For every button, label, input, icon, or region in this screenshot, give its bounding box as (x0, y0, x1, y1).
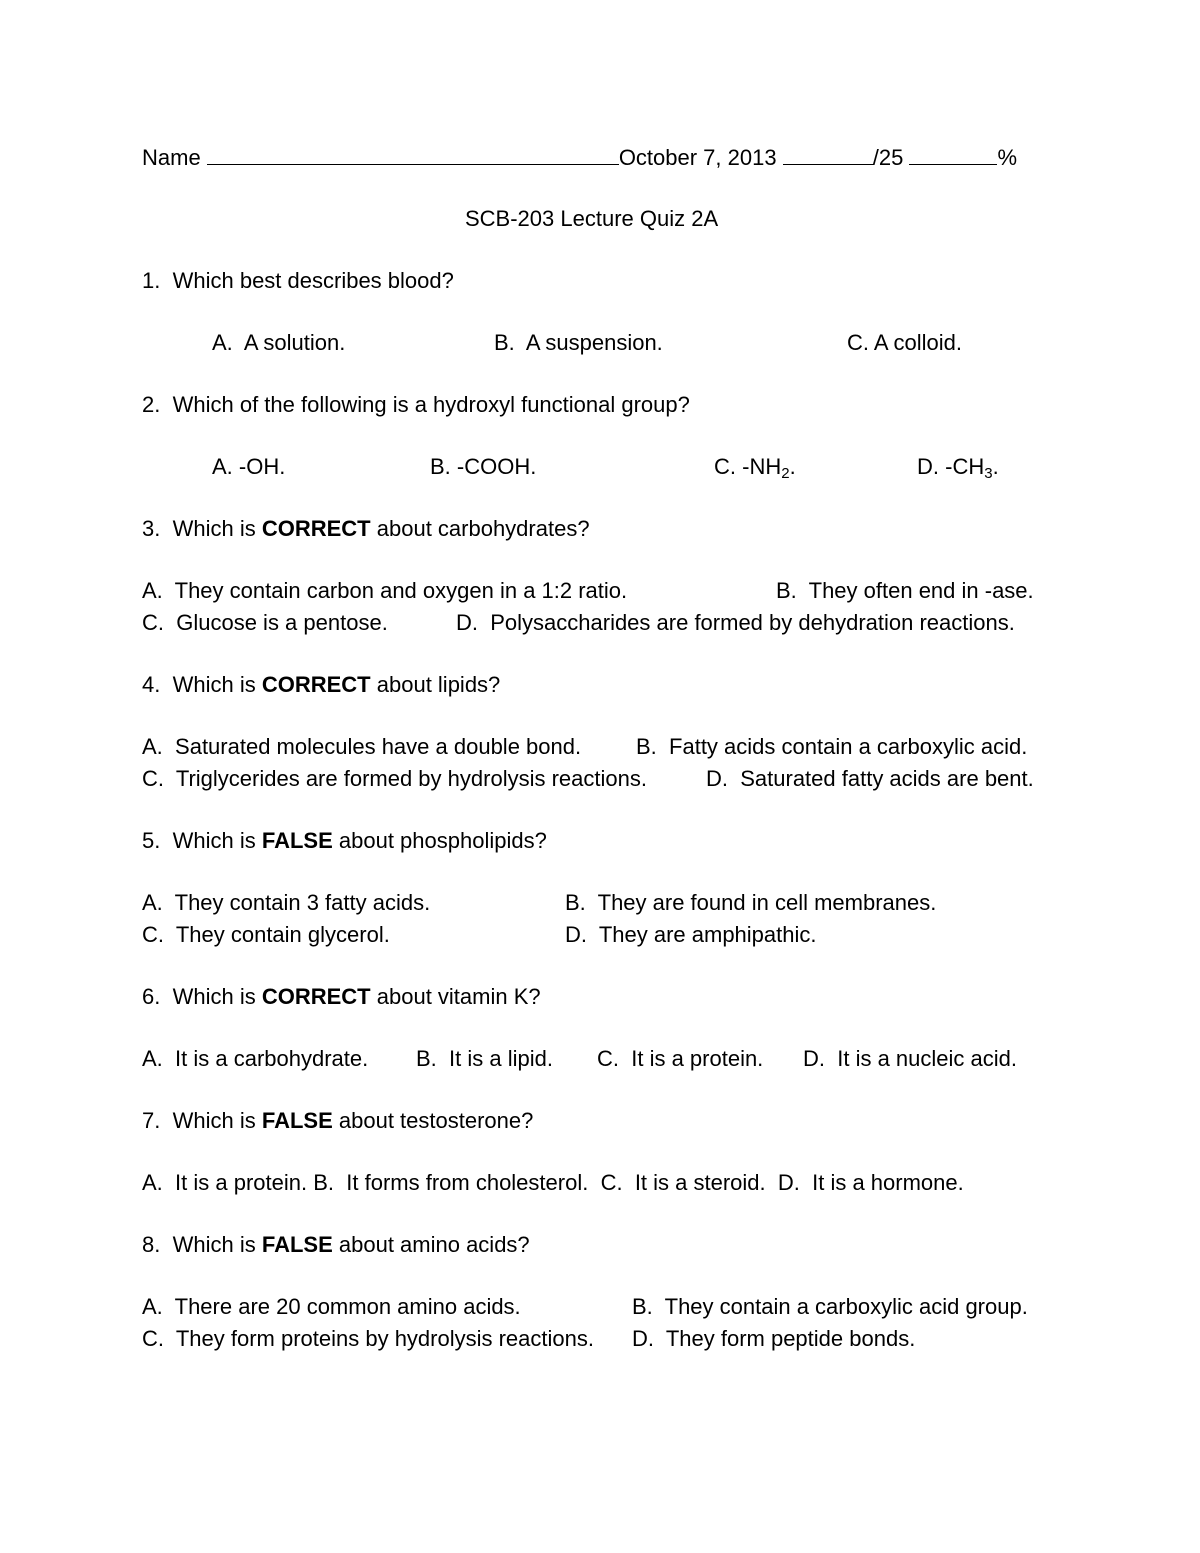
q8-option-d: D. They form peptide bonds. (632, 1326, 916, 1351)
q6-option-a: A. It is a carbohydrate. (142, 1046, 369, 1071)
question-text: Which best describes blood? (172, 268, 454, 293)
q6-option-c: C. It is a protein. (597, 1046, 764, 1071)
q2-option-b: B. -COOH. (430, 454, 537, 479)
question-8: 8. Which is FALSE about amino acids? (142, 1232, 530, 1257)
q6-option-b: B. It is a lipid. (416, 1046, 553, 1071)
question-6: 6. Which is CORRECT about vitamin K? (142, 984, 541, 1009)
score-total: /25 (872, 145, 904, 170)
q5-option-c: C. They contain glycerol. (142, 922, 390, 947)
question-number: 2. (142, 392, 161, 417)
question-4: 4. Which is CORRECT about lipids? (142, 672, 501, 697)
q3-option-c: C. Glucose is a pentose. (142, 610, 388, 635)
q2-option-c: C. $-NH_2$. (714, 454, 796, 482)
question-3: 3. Which is CORRECT about carbohydrates? (142, 516, 590, 541)
q8-option-c: C. They form proteins by hydrolysis reactions. (142, 1326, 594, 1351)
question-7: 7. Which is FALSE about testosterone? (142, 1108, 534, 1133)
q1-option-b: B. A suspension. (494, 330, 663, 355)
q7-option-d: D. It is a hormone. (777, 1170, 964, 1195)
header-line (142, 144, 1017, 171)
q7-options-line (142, 1170, 964, 1196)
q1-option-a: A. A solution. (212, 330, 346, 355)
quiz-title: SCB-203 Lecture Quiz 2A (465, 206, 719, 231)
q7-option-a: A. It is a protein. (142, 1170, 308, 1195)
question-1 (142, 268, 454, 294)
question-5: 5. Which is FALSE about phospholipids? (142, 828, 547, 853)
q7-option-b: B. It forms from cholesterol. (313, 1170, 589, 1195)
q6-option-d: D. It is a nucleic acid. (803, 1046, 1017, 1071)
q1-option-c: C. A colloid. (847, 330, 962, 355)
percent-blank[interactable] (909, 144, 997, 165)
q3-option-a: A. They contain carbon and oxygen in a 1:2 ratio. (142, 578, 628, 603)
q2-option-d: D. $-CH_3$. (917, 454, 999, 482)
question-number: 1. (142, 268, 161, 293)
q5-option-a: A. They contain 3 fatty acids. (142, 890, 431, 915)
q8-option-a: A. There are 20 common amino acids. (142, 1294, 521, 1319)
score-blank[interactable] (783, 144, 873, 165)
q4-option-a: A. Saturated molecules have a double bond. (142, 734, 582, 759)
question-2 (142, 392, 690, 418)
q4-option-b: B. Fatty acids contain a carboxylic acid. (636, 734, 1028, 759)
q3-option-b: B. They often end in -ase. (776, 578, 1034, 603)
q3-option-d: D. Polysaccharides are formed by dehydration reactions. (456, 610, 1015, 635)
q4-option-d: D. Saturated fatty acids are bent. (706, 766, 1034, 791)
q2-option-a: A. -OH. (212, 454, 286, 479)
name-label: Name (142, 145, 201, 170)
question-text: Which of the following is a hydroxyl functional group? (172, 392, 690, 417)
q5-option-b: B. They are found in cell membranes. (565, 890, 937, 915)
percent-sign: % (997, 145, 1017, 170)
q4-option-c: C. Triglycerides are formed by hydrolysis reactions. (142, 766, 647, 791)
name-blank[interactable] (207, 144, 619, 165)
q7-option-c: C. It is a steroid. (600, 1170, 766, 1195)
q5-option-d: D. They are amphipathic. (565, 922, 817, 947)
quiz-date: October 7, 2013 (618, 145, 777, 170)
q8-option-b: B. They contain a carboxylic acid group. (632, 1294, 1028, 1319)
